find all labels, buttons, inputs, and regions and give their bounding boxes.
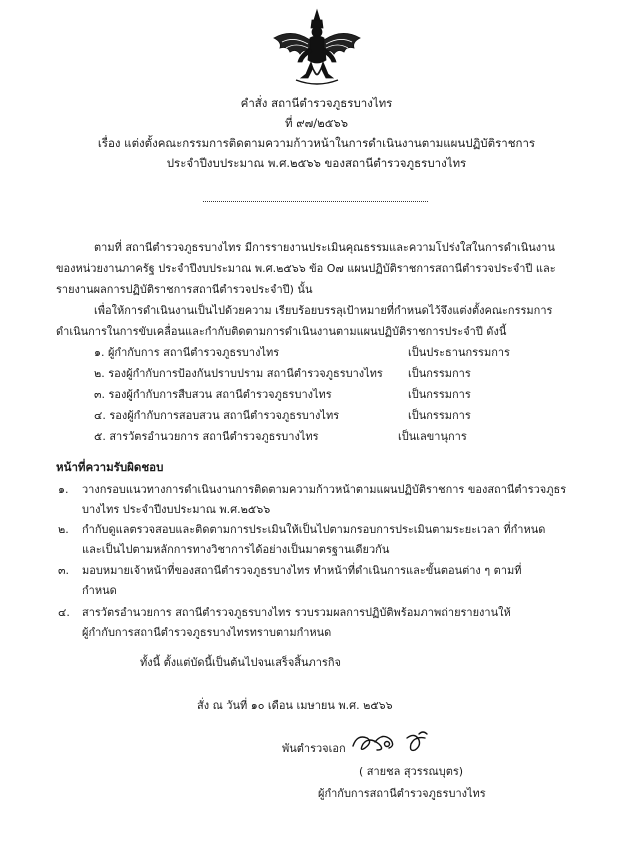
divider-dotted [203,201,428,202]
committee-member-1: ๑. ผู้กำกับการ สถานีตำรวจภูธรบางไทร [94,346,280,359]
paragraph-2-line-2: ดำเนินการในการขับเคลื่อนและกำกับติดตามการดำเนินงานตามแผนปฏิบัติราชการประจำปี ดังนี้ [56,325,507,338]
duty-3-number: ๓. [58,564,70,577]
paragraph-1-line-1: ตามที่ สถานีตำรวจภูธรบางไทร มีการรายงานประเมินคุณธรรมและความโปร่งใสในการดำเนินงาน [94,241,555,254]
committee-role-5: เป็นเลขานุการ [398,430,467,443]
committee-role-3: เป็นกรรมการ [408,388,471,401]
signatory-position: ผู้กำกับการสถานีตำรวจภูธรบางไทร [318,787,486,800]
order-title: คำสั่ง สถานีตำรวจภูธรบางไทร [240,96,393,110]
duties-heading: หน้าที่ความรับผิดชอบ [56,460,164,474]
committee-role-4: เป็นกรรมการ [408,409,471,422]
garuda-emblem-icon [268,8,366,92]
duty-4-line-1: สารวัตรอำนวยการ สถานีตำรวจภูธรบางไทร รวบรวมผลการปฏิบัติพร้อมภาพถ่ายรายงานให้ [82,606,511,619]
subject-line-1: เรื่อง แต่งตั้งคณะกรรมการติดตามความก้าวหน้าในการดำเนินงานตามแผนปฏิบัติราชการ [97,136,536,150]
committee-member-3: ๓. รองผู้กำกับการสืบสวน สถานีตำรวจภูธรบางไทร [94,388,332,401]
duty-2-line-1: กำกับดูแลตรวจสอบและติดตามการประเมินให้เป็นไปตามกรอบการประเมินตามระยะเวลา ที่กำหนด [82,523,546,536]
paragraph-2-line-1: เพื่อให้การดำเนินงานเป็นไปด้วยความ เรียบร้อยบรรลุเป้าหมายที่กำหนดไว้จึงแต่งตั้งคณะกรรมการ [94,304,553,317]
paragraph-1-line-3: รายงานผลการปฏิบัติราชการสถานีตำรวจประจำปี) นั้น [56,283,313,296]
paragraph-1-line-2: ของหน่วยงานภาครัฐ ประจำปีงบประมาณ พ.ศ.๒๕๖๖ ข้อ O๗ แผนปฏิบัติราชการสถานีตำรวจประจำปี และ [56,262,556,275]
committee-role-2: เป็นกรรมการ [408,367,471,380]
duty-1-line-1: วางกรอบแนวทางการดำเนินงานการติดตามความก้าวหน้าตามแผนปฏิบัติราชการ ของสถานีตำรวจภูธร [82,483,567,496]
duty-3-line-1: มอบหมายเจ้าหน้าที่ของสถานีตำรวจภูธรบางไทร ทำหน้าที่ดำเนินการและขั้นตอนต่าง ๆ ตามที่ [82,564,522,577]
duty-4-number: ๔. [58,606,70,619]
signatory-rank: พันตำรวจเอก [282,742,346,755]
order-date: สั่ง ณ วันที่ ๑๐ เดือน เมษายน พ.ศ. ๒๕๖๖ [197,699,393,712]
duty-2-number: ๒. [58,523,69,536]
order-number: ที่ ๙๗/๒๕๖๖ [284,116,349,130]
duty-1-number: ๑. [58,483,69,496]
handwritten-signature-icon [349,728,435,758]
subject-line-2: ประจำปีงบประมาณ พ.ศ.๒๕๖๖ ของสถานีตำรวจภูธรบางไทร [166,156,467,170]
committee-member-4: ๔. รองผู้กำกับการสอบสวน สถานีตำรวจภูธรบางไทร [94,409,340,422]
effective-statement: ทั้งนี้ ตั้งแต่บัดนี้เป็นต้นไปจนเสร็จสิ้นภารกิจ [140,656,341,669]
duty-1-line-2: บางไทร ประจำปีงบประมาณ พ.ศ.๒๕๖๖ [82,503,271,516]
committee-member-2: ๒. รองผู้กำกับการป้องกันปราบปราม สถานีตำรวจภูธรบางไทร [94,367,383,380]
committee-role-1: เป็นประธานกรรมการ [408,346,510,359]
signatory-name: ( สายชล สุวรรณบุตร) [359,765,464,778]
duty-3-line-2: กำหนด [82,584,117,597]
duty-2-line-2: และเป็นไปตามหลักการทางวิชาการได้อย่างเป็นมาตรฐานเดียวกัน [82,543,390,556]
committee-member-5: ๕. สารวัตรอำนวยการ สถานีตำรวจภูธรบางไทร [94,430,319,443]
duty-4-line-2: ผู้กำกับการสถานีตำรวจภูธรบางไทรทราบตามกำหนด [82,626,332,639]
